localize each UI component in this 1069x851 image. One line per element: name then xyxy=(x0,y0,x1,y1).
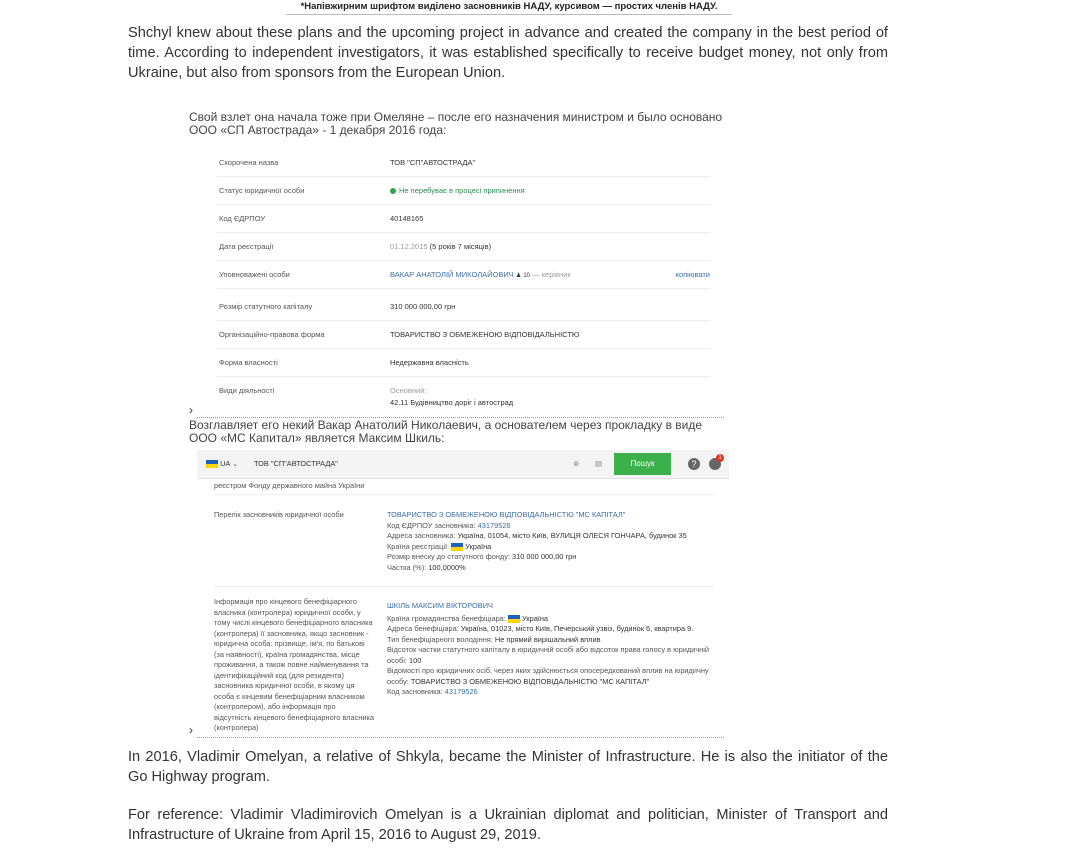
paragraph-intro: Shchyl knew about these plans and the upcoming project in advance and created the company in the best period of time. According to independent investigators, it was established specifically to receive budget money, not only from Ukraine, but also from sponsors from the European Union. xyxy=(128,25,888,81)
founders-record-image xyxy=(197,450,729,736)
registry-key: Дата реєстрації xyxy=(219,242,274,251)
registry-row xyxy=(217,376,710,412)
registry-row xyxy=(217,292,710,321)
chevron-right-icon: › xyxy=(189,403,193,417)
registry-key: Організаційно-правова форма xyxy=(219,330,325,339)
status-text: Не перебуває в процесі припинення xyxy=(399,186,525,195)
registry-value xyxy=(390,270,571,279)
notification-badge: 1 xyxy=(716,454,724,462)
clear-icon[interactable]: ⊗ xyxy=(573,459,580,468)
copy-link[interactable]: копіювати xyxy=(675,270,710,279)
founder-details: ТОВАРИСТВО З ОБМЕЖЕНОЮ ВІДПОВІДАЛЬНІСТЮ "МС КАПІТАЛ" Код ЄДРПОУ засновника: 43179526 Адреса засновника: Україна, 01054, місто Київ, ВУЛИЦЯ ОЛЕСЯ ГОНЧАРА, будинок 35 Країна реєстрації: Україна Розмір внеску до статутного фонду: 310 000 000,00 грн Частка (%): 100,0000% xyxy=(387,510,722,573)
section-text: реєстром Фонду державного майна України xyxy=(214,481,365,490)
keyboard-icon[interactable]: ▤ xyxy=(595,459,602,468)
registry-key: Статус юридичної особи xyxy=(219,186,305,195)
person-count: 10 xyxy=(523,273,531,279)
beneficiary-details: ШКІЛЬ МАКСИМ ВІКТОРОВИЧ Країна громадянства бенефіціара: Україна Адреса бенефіціара: Україна, 01023, місто Київ, Печерський узвіз, будинок 6, квартира 9. Тип бенефіціарного володіння: Не прямий вирішальний вплив Відсоток частки статутного капіталу в юридичній особі або відсоток права голосу в юридичній особі: 100 Відомості про юридичних осіб, через яких здійснюється опосередкований вплив на юридичну особу: ТОВАРИСТВО З ОБМЕЖЕНОЮ ВІДПОВІДАЛЬНІСТЮ "МС КАПІТАЛ" Код засновника: 43179526 xyxy=(387,601,722,698)
registry-value: Недержавна власність xyxy=(390,358,469,367)
registry-value: 40148165 xyxy=(390,214,424,223)
registry-row xyxy=(217,148,710,177)
director-role: — керівник xyxy=(532,270,571,279)
registry-value: ТОВАРИСТВО З ОБМЕЖЕНОЮ ВІДПОВІДАЛЬНІСТЮ xyxy=(390,330,580,339)
registration-date: 01.12.2015 xyxy=(390,242,428,251)
chevron-right-icon: › xyxy=(189,723,193,737)
registry-key: Види діяльності xyxy=(219,386,275,395)
founders-label: Перелік засновників юридичної особи xyxy=(214,510,344,519)
registry-key: Код ЄДРПОУ xyxy=(219,214,266,223)
registry-row xyxy=(217,204,710,233)
table-caption: *Напівжирним шрифтом виділено засновників НАДУ, курсивом — простих членів НАДУ. xyxy=(286,0,732,15)
registry-row xyxy=(217,232,710,261)
paragraph-reference: For reference: Vladimir Vladimirovich Omelyan is a Ukrainian diplomat and politician, Minister of Transport and Infrastructure of Ukraine from April 15, 2016 to August 29, 2019. xyxy=(128,807,888,843)
registry-key: Скорочена назва xyxy=(219,158,279,167)
registry-record-image xyxy=(197,144,724,416)
registry-row xyxy=(217,348,710,377)
registry-key: Форма власності xyxy=(219,358,278,367)
beneficiary-label: Інформація про кінцевого бенефіціарного власника (контролера) юридичної особи, у тому числі кінцевого бенефіціарного власника (контролера) її засновника, якщо засновник - юридична особа: прізвище, ім'я, по батькові (за наявності), країна громадянства, місце проживання, а також повне найменування та ідентифікаційний код (для резидента) засновника юридичної особи, в якому ця особа є кінцевим бенефіціарним власником (контролером), або інформація про відсутність кінцевого бенефіціарного власника (контролера) xyxy=(214,597,374,732)
registry-row xyxy=(217,260,710,289)
registry-key: Розмір статутного капіталу xyxy=(219,302,313,311)
search-input[interactable]: ТОВ "СП"АВТОСТРАДА" xyxy=(254,459,338,468)
paragraph-omelyan: In 2016, Vladimir Omelyan, a relative of Shkyla, became the Minister of Infrastructure. He is also the initiator of the Go Highway program. xyxy=(128,749,888,785)
beneficiary-name-link[interactable]: ШКІЛЬ МАКСИМ ВІКТОРОВИЧ xyxy=(387,601,493,610)
row-divider xyxy=(214,586,714,587)
registry-row xyxy=(217,320,710,349)
language-select[interactable]: UA ⌄ xyxy=(206,459,238,470)
founder-name-link[interactable]: ТОВАРИСТВО З ОБМЕЖЕНОЮ ВІДПОВІДАЛЬНІСТЮ "МС КАПІТАЛ" xyxy=(387,510,626,519)
registration-age: (5 років 7 місяців) xyxy=(429,242,492,251)
person-icon: ♟ xyxy=(515,273,522,279)
search-button[interactable]: Пошук xyxy=(614,453,671,475)
status-ok-icon xyxy=(390,188,396,194)
registry-value: 42.11 Будівництво доріг і автострад xyxy=(390,398,514,407)
director-link[interactable]: ВАКАР АНАТОЛІЙ МИКОЛАЙОВИЧ xyxy=(390,270,514,279)
flag-icon xyxy=(206,460,218,468)
row-divider xyxy=(214,494,714,495)
chevron-down-icon: ⌄ xyxy=(231,459,239,468)
screenshot-caption-1: Свой взлет она начала тоже при Омеляне – после его назначения министром и было основано ООО «СП Автострада» - 1 декабря 2016 года: xyxy=(189,110,723,137)
image-divider xyxy=(197,737,724,738)
registry-value xyxy=(390,242,491,251)
screenshot-caption-2: Возглавляет его некий Вакар Анатолий Николаевич, а основателем через прокладку в виде ООО «МС Капитал» является Максим Шкиль: xyxy=(189,418,703,445)
registry-value: ТОВ "СП"АВТОСТРАДА" xyxy=(390,158,476,167)
registry-value: 310 000 000,00 грн xyxy=(390,302,456,311)
search-bar xyxy=(197,450,729,479)
registry-key: Уповноважені особи xyxy=(219,270,290,279)
help-icon[interactable]: ? xyxy=(688,458,700,470)
registry-value xyxy=(390,186,525,195)
registry-row xyxy=(217,176,710,205)
registry-value-label: Основний: xyxy=(390,386,427,395)
